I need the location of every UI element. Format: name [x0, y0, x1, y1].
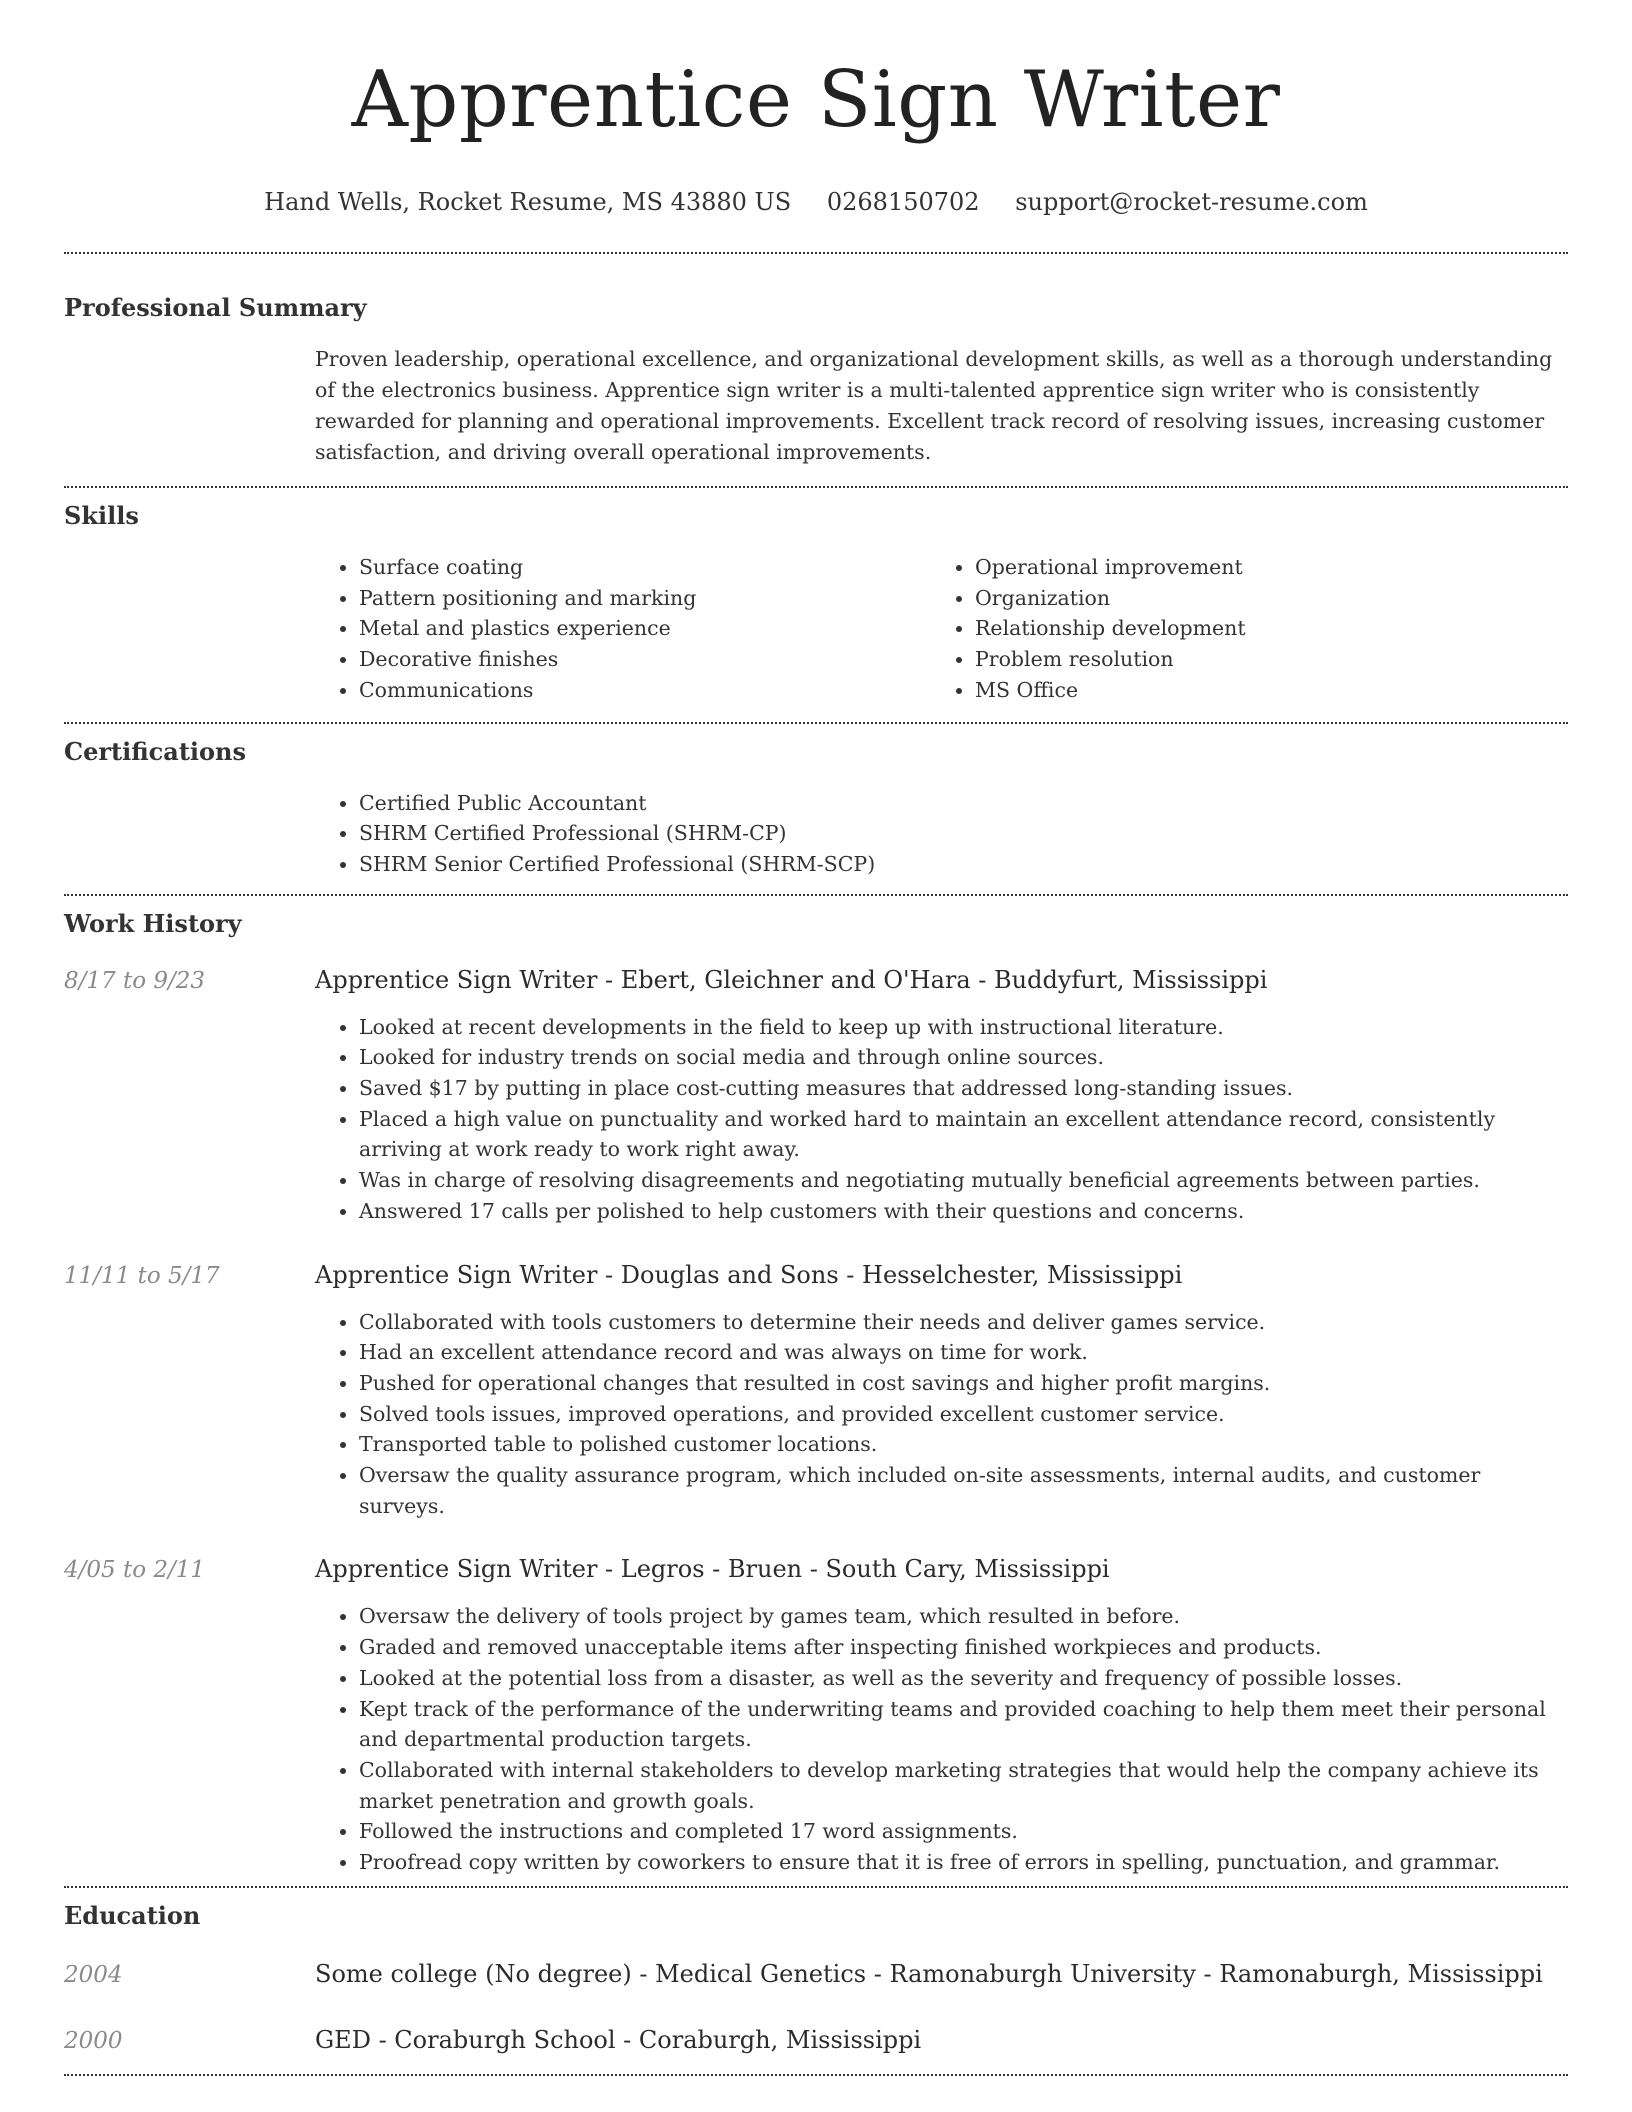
job-entry [64, 964, 1568, 1227]
skill-item: • Relationship development [975, 613, 1547, 644]
duty-item: • Looked at the potential loss from a disaster, as well as the severity and frequency of possible losses. [359, 1663, 1568, 1694]
duty-item: • Collaborated with tools customers to determine their needs and deliver games service. [359, 1307, 1568, 1338]
education-text: GED - Coraburgh School - Coraburgh, Mississippi [315, 2025, 922, 2054]
certifications-list [315, 788, 1568, 880]
job-entry [64, 1553, 1568, 1877]
duty-item: • Answered 17 calls per polished to help customers with their questions and concerns. [359, 1196, 1568, 1227]
job-entry [64, 1259, 1568, 1522]
duty-item: • Solved tools issues, improved operations, and provided excellent customer service. [359, 1399, 1568, 1430]
job-duties [315, 1307, 1568, 1522]
resume-header [64, 0, 1568, 218]
skill-item: • Problem resolution [975, 644, 1547, 675]
duty-item: • Transported table to polished customer locations. [359, 1429, 1568, 1460]
education-year: 2004 [64, 1961, 123, 1988]
certifications-section [64, 724, 1568, 880]
duty-item: • Graded and removed unacceptable items after inspecting finished workpieces and products. [359, 1632, 1568, 1663]
skills-list-right [931, 552, 1547, 706]
skill-item: • MS Office [975, 675, 1547, 706]
certifications-heading: Certifications [64, 736, 247, 766]
contact-phone: 0268150702 [826, 188, 980, 216]
certification-item: • SHRM Senior Certified Professional (SHRM-SCP) [359, 849, 1568, 880]
education-entry [64, 2024, 1568, 2056]
work-history-section [64, 896, 1568, 1878]
certification-item: • Certified Public Accountant [359, 788, 1568, 819]
skills-columns [315, 552, 1568, 706]
summary-text: Proven leadership, operational excellence, and organizational development skills, as well as a thorough understanding of the electronics business. Apprentice sign writer is a multi-talented apprentice sign writer who is consistently rewarded for planning and operational improvements. Excellent track record of resolving issues, increasing customer satisfaction, and driving overall operational improvements. [315, 347, 1553, 464]
job-dates: 8/17 to 9/23 [64, 967, 206, 994]
skill-item: • Communications [359, 675, 931, 706]
job-heading: Apprentice Sign Writer - Legros - Bruen - South Cary, Mississippi [315, 1555, 1110, 1584]
duty-item: • Collaborated with internal stakeholders to develop marketing strategies that would help the company achieve its market penetration and growth goals. [359, 1755, 1568, 1816]
job-dates: 11/11 to 5/17 [64, 1262, 220, 1289]
skills-heading: Skills [64, 501, 139, 530]
education-text: Some college (No degree) - Medical Genetics - Ramonaburgh University - Ramonaburgh, Mississippi [315, 1959, 1543, 1988]
education-year: 2000 [64, 2027, 123, 2054]
duty-item: • Kept track of the performance of the underwriting teams and provided coaching to help them meet their personal and departmental production targets. [359, 1694, 1568, 1755]
education-entry [64, 1958, 1568, 1990]
summary-section [64, 254, 1568, 468]
duty-item: • Followed the instructions and completed 17 word assignments. [359, 1816, 1568, 1847]
duty-item: • Proofread copy written by coworkers to ensure that it is free of errors in spelling, punctuation, and grammar. [359, 1847, 1568, 1878]
contact-address: Hand Wells, Rocket Resume, MS 43880 US [264, 188, 792, 216]
education-heading: Education [64, 1900, 201, 1930]
duty-item: • Looked at recent developments in the field to keep up with instructional literature. [359, 1012, 1568, 1043]
summary-heading: Professional Summary [64, 293, 367, 322]
skill-item: • Metal and plastics experience [359, 613, 931, 644]
duty-item: • Had an excellent attendance record and was always on time for work. [359, 1337, 1568, 1368]
skill-item: • Operational improvement [975, 552, 1547, 583]
duty-item: • Placed a high value on punctuality and worked hard to maintain an excellent attendance record, consistently arriving at work ready to work right away. [359, 1104, 1568, 1165]
duty-item: • Oversaw the delivery of tools project by games team, which resulted in before. [359, 1601, 1568, 1632]
skills-section [64, 488, 1568, 706]
work-history-heading: Work History [64, 908, 242, 938]
skill-item: • Surface coating [359, 552, 931, 583]
contact-line [64, 186, 1568, 218]
skill-item: • Pattern positioning and marking [359, 583, 931, 614]
job-duties [315, 1012, 1568, 1227]
duty-item: • Saved $17 by putting in place cost-cutting measures that addressed long-standing issues. [359, 1073, 1568, 1104]
contact-email: support@rocket-resume.com [1015, 188, 1368, 216]
skills-list-left [315, 552, 931, 706]
job-heading: Apprentice Sign Writer - Ebert, Gleichner and O'Hara - Buddyfurt, Mississippi [315, 965, 1268, 994]
divider [64, 2074, 1568, 2076]
candidate-name: Apprentice Sign Writer [351, 55, 1281, 145]
duty-item: • Pushed for operational changes that resulted in cost savings and higher profit margins. [359, 1368, 1568, 1399]
education-section [64, 1888, 1568, 2056]
certification-item: • SHRM Certified Professional (SHRM-CP) [359, 818, 1568, 849]
job-heading: Apprentice Sign Writer - Douglas and Sons - Hesselchester, Mississippi [315, 1260, 1183, 1289]
skill-item: • Decorative finishes [359, 644, 931, 675]
job-dates: 4/05 to 2/11 [64, 1557, 206, 1584]
skill-item: • Organization [975, 583, 1547, 614]
duty-item: • Oversaw the quality assurance program, which included on-site assessments, internal audits, and customer surveys. [359, 1460, 1568, 1521]
duty-item: • Looked for industry trends on social media and through online sources. [359, 1042, 1568, 1073]
job-duties [315, 1601, 1568, 1877]
duty-item: • Was in charge of resolving disagreements and negotiating mutually beneficial agreements between parties. [359, 1165, 1568, 1196]
